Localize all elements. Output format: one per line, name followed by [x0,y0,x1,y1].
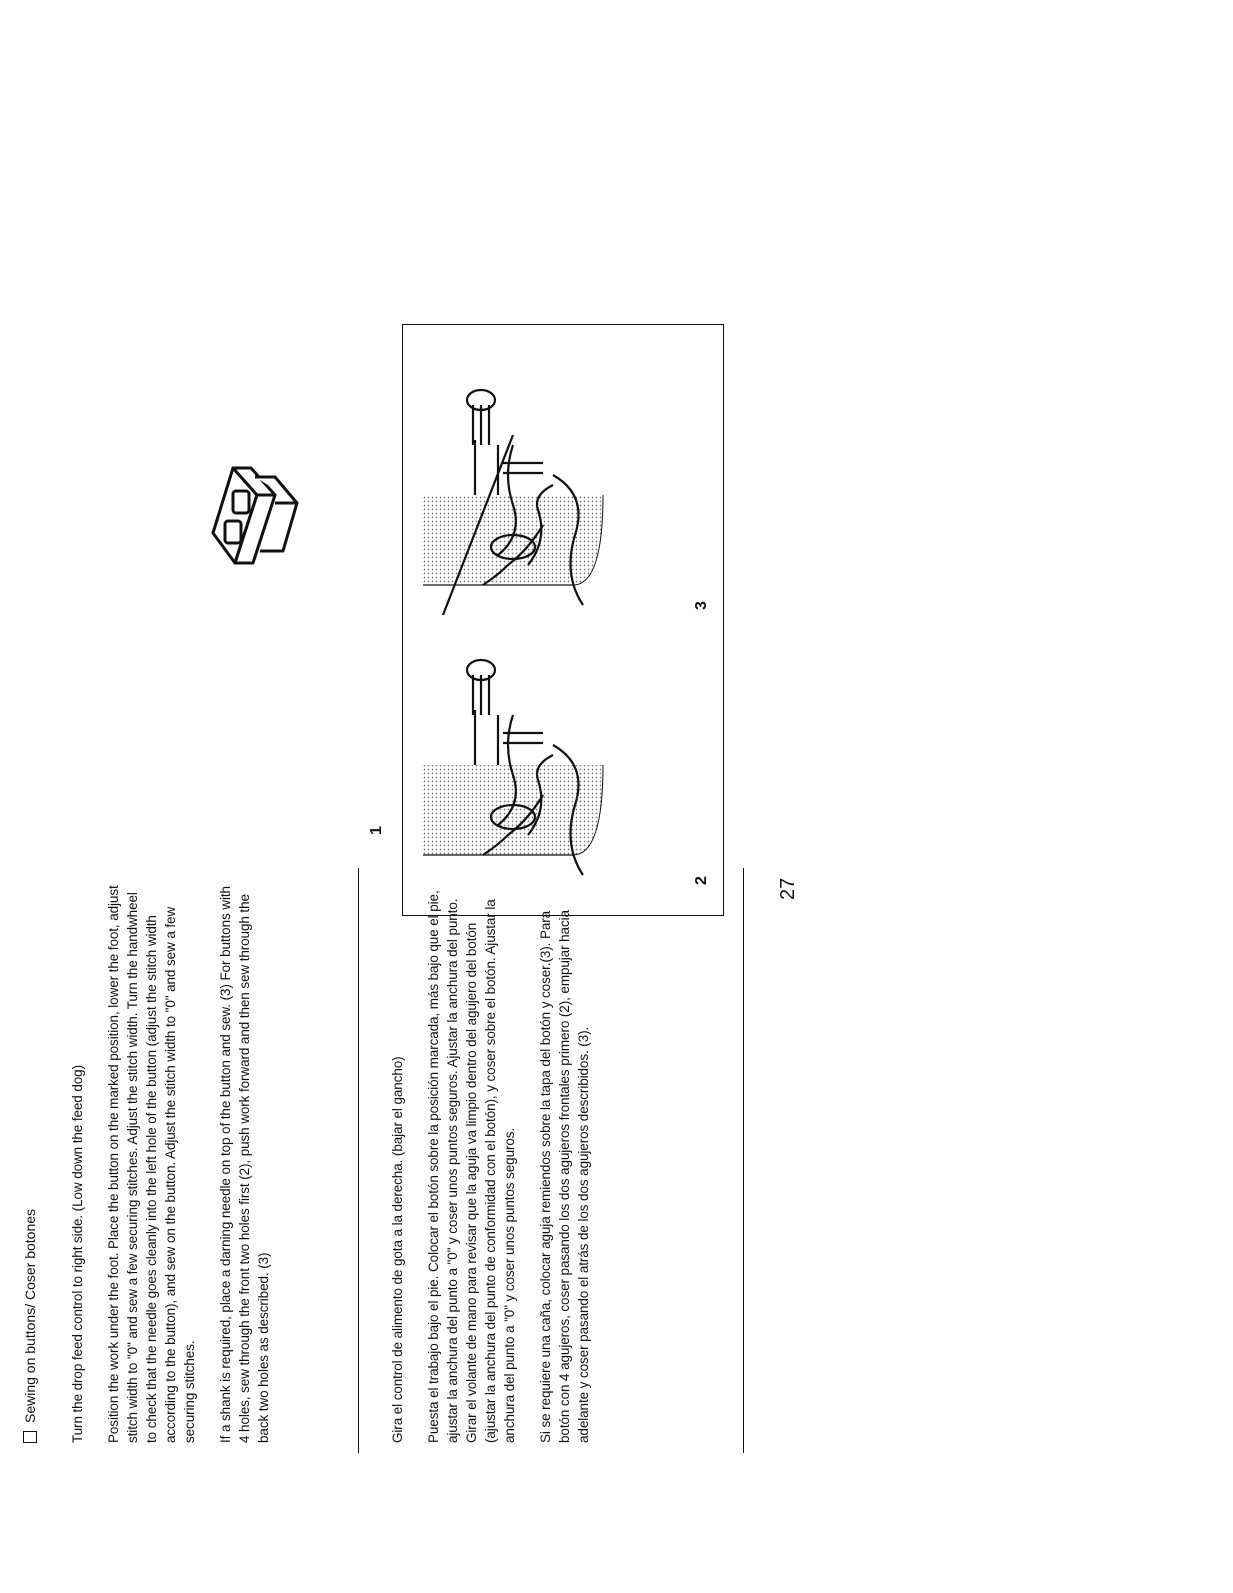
section-title: Sewing on buttons/ Coser botones [22,1208,38,1423]
spanish-paragraph: Gira el control de alimento de gota a la derecha. (bajar el gancho) [390,1056,405,1443]
figure-2-drawing [423,660,603,875]
figure-3-drawing [423,390,603,615]
page-number: 27 [777,877,799,900]
figure-2-label: 2 [693,876,710,885]
spanish-paragraph: Puesta el trabajo bajo el pie. Colocar el botón sobre la posición marcada, más bajo que el pie, ajustar la anchura del punto a "0" y coser unos puntos seguros. Ajustar la anchura del punto. Girar el volante de mano para revisar que la aguja va limpio dentro del agujero del botón (ajustar la anchura del punto de conformidad con el botón), y coser sobre el botón. Ajustar la anchura del punto a "0" y coser unos puntos seguros. [426,890,517,1443]
spanish-paragraph: Si se requiere una caña, colocar aguja remiendos sobre la tapa del botón y coser.(3). Para botón con 4 agujeros, coser pasando los dos agujeros frontales primero (2), empujar hacia adelante y coser pasando el atrás de los dos agujeros describidos. (3). [538,910,591,1443]
divider-line [743,868,744,1453]
figure-1-label: 1 [368,826,385,835]
figure-3-label: 3 [693,601,710,610]
figure-button-drawing [205,453,300,573]
button-illustration [205,453,300,573]
english-text-block [68,878,273,1443]
section-heading [20,743,40,1443]
divider-line [358,868,359,1453]
english-paragraph: If a shank is required, place a darning needle on top of the button and sew. (3) For buttons with 4 holes, sew through the front two holes first (2), push work forward and then sew through the back two holes as described. (3) [218,886,271,1443]
illustration-frame [402,324,724,916]
spanish-text-block [388,878,593,1443]
checkbox-square-icon [23,1431,37,1443]
english-paragraph: Turn the drop feed control to right side. (Low down the feed dog) [70,1065,85,1443]
presser-foot-illustrations [403,325,723,915]
english-paragraph: Position the work under the foot. Place the button on the marked position, lower the foot, adjust stitch width to "0" and sew a few securing stitches. Adjust the stitch width. Turn the handwheel to check that the needle goes cleanly into the left hole of the button (adjust the stitch width according to the button), and sew on the button. Adjust the stitch width to "0" and sew a few securing stitches. [106,885,197,1443]
